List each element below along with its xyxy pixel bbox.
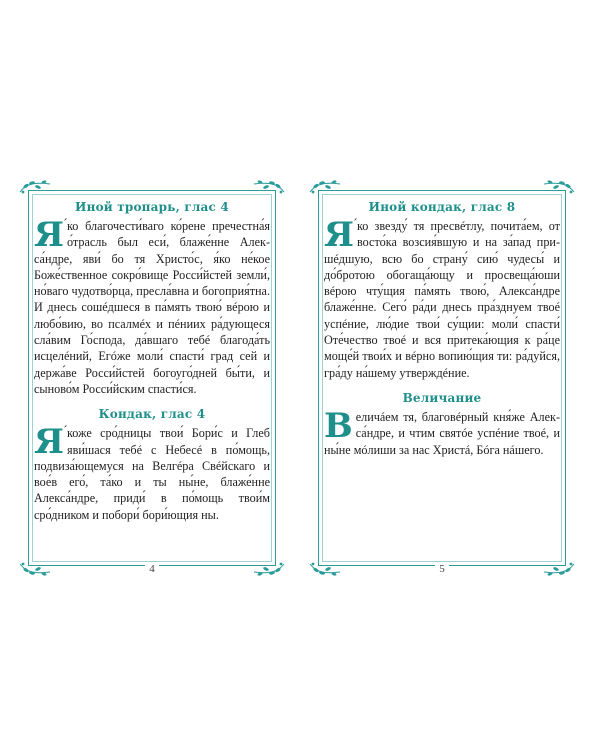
- kontakion-text: [324, 215, 560, 381]
- dropcap: Я: [34, 422, 64, 463]
- kontakion-text: [34, 422, 270, 523]
- dropcap: Я: [324, 215, 354, 255]
- leaf-vine-ornament-icon: [542, 178, 576, 196]
- dropcap: Я: [34, 215, 64, 255]
- troparion-heading: Иной тропарь, глас 4: [75, 200, 229, 214]
- kontakion-heading: Иной кондак, глас 8: [368, 200, 516, 214]
- kontakion-body: ́ко звезду́ тя пресвéтлу, почита́ем, от восто́ка возсия́вшую и на за́пад пришéдшую, всю бо страну́ сию́ чудесы́ и до́бротою обогаща́ющу и просвеща́юши вéрою чту́щия па́мять твою́, Алекса́ндре блаже́нне. Сего́ ра́ди днесь пра́зднуем твоé успéние, лю́дие твои́ су́щии: моли́ спасти́ Оте́чество твоé и вся притека́ющия к ра́це моще́й твои́х и вéрно вопию́щия ти: ра́дуйся, гра́ду на́шему утверждéние.: [324, 219, 560, 380]
- leaf-vine-ornament-icon: [18, 178, 52, 196]
- leaf-vine-ornament-icon: [252, 178, 286, 196]
- troparion-body: ́ко благочести́ваго ко́рене пречестна́я о́трасль был еси́, блаже́нне Алекса́ндре, яви́ бо тя Христо́с, я́ко не́кое Боже́ственное сокро́вище Росси́йстей земли́, но́ваго чудотво́рца, пресла́вна и богоприя́тна. И днесь сошéдшеся в па́мять твою́ вéрою и любо́вию, во псалмéх и пéниих ра́дующеся сла́вим Го́спода, да́вшаго тебé благода́ть исцелéний, Егóже моли́ спасти́ град сей и держа́ве Росси́йстей богоуго́дней бы́ти, и сыново́м Росси́йским спасти́ся.: [34, 219, 270, 396]
- velichanie-text: [324, 405, 560, 458]
- page-content: [34, 200, 270, 533]
- troparion-text: [34, 215, 270, 397]
- velichanie-heading: Величание: [402, 390, 482, 405]
- velichanie-body: еличáем тя, благовéрный кня́же Алекса́ндре, и чтим святóе успéние твоé, и ны́не мóлиши за нас Христá, Бóга нáшего.: [324, 409, 560, 457]
- left-page: [16, 178, 288, 578]
- page-number: 4: [16, 563, 288, 575]
- kontakion-body: ́коже сро́дницы твои́ Бори́с и Глеб яви́шася тебé с Небесé в по́мощь, подвиза́ющемуся на Велгéра Свéйскаго и вое́в его́, та́ко и ты ны́не, блаже́нне Алекса́ндре, приди́ в по́мощь твои́м сро́дником и побори́ бори́ющия ны.: [34, 426, 270, 522]
- leaf-vine-ornament-icon: [308, 178, 342, 196]
- page-number: 5: [306, 563, 578, 575]
- dropcap: В: [324, 405, 353, 446]
- kontakion-heading: Кондак, глас 4: [98, 407, 206, 422]
- right-page: [306, 178, 578, 578]
- page-content: [324, 200, 560, 468]
